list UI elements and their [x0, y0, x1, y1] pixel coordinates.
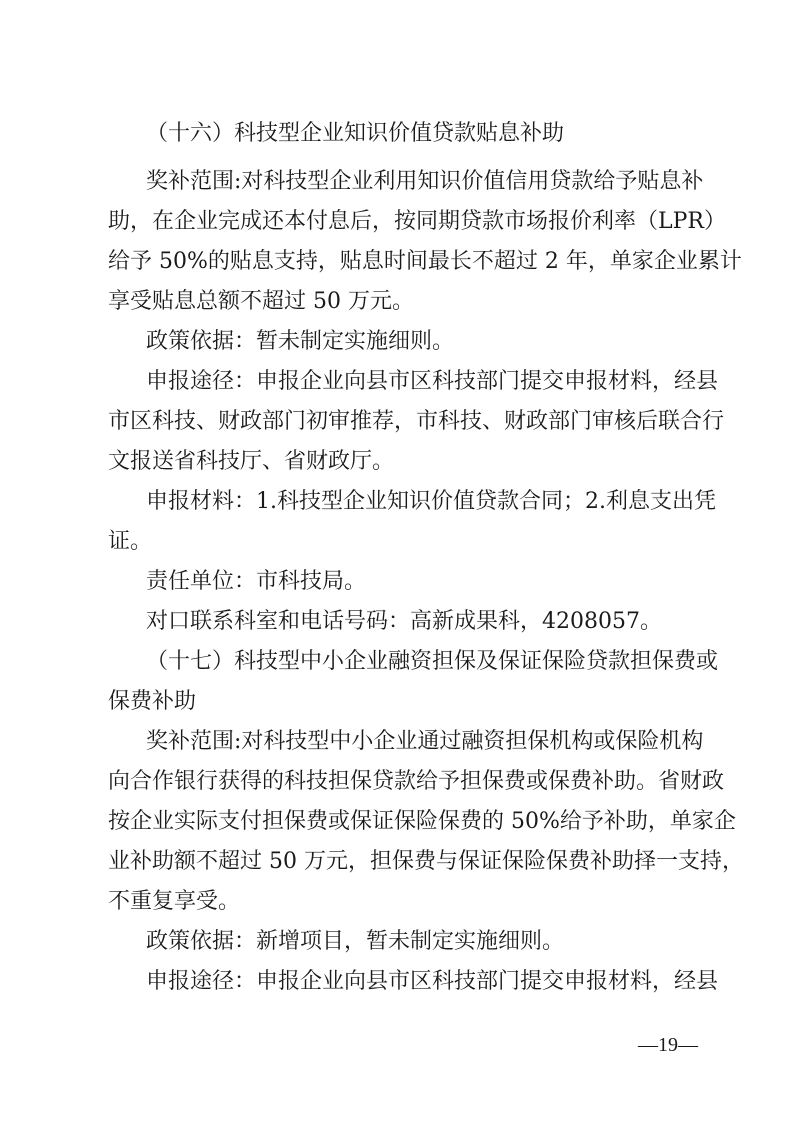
document-body: [108, 114, 744, 1002]
paragraph-line: 奖补范围:对科技型企业利用知识价值信用贷款给予贴息补: [146, 169, 704, 194]
section-17-scope: [108, 722, 744, 922]
paragraph-line: 市区科技、财政部门初审推荐，市科技、财政部门审核后联合行: [108, 409, 725, 434]
paragraph-line: 助，在企业完成还本付息后，按同期贷款市场报价利率（LPR）: [108, 209, 726, 234]
section-17-route: [108, 962, 719, 1002]
section-16-heading: （十六）科技型企业知识价值贷款贴息补助: [146, 121, 565, 146]
section-16-materials: [108, 482, 716, 562]
paragraph-line: 申报途径：申报企业向县市区科技部门提交申报材料，经县: [146, 969, 719, 994]
section-17-basis: 政策依据：新增项目，暂未制定实施细则。: [146, 929, 565, 954]
paragraph-line: 向合作银行获得的科技担保贷款给予担保费或保费补助。省财政: [108, 769, 725, 794]
paragraph-line: 业补助额不超过 50 万元，担保费与保证保险保费补助择一支持，: [108, 849, 744, 874]
section-16-scope: [108, 162, 742, 322]
heading-line: 保费补助: [108, 689, 197, 714]
paragraph-line: 按企业实际支付担保费或保证保险保费的 50%给予补助，单家企: [108, 809, 736, 834]
section-16-contact: 对口联系科室和电话号码：高新成果科，4208057。: [146, 609, 662, 634]
paragraph-line: 文报送省科技厅、省财政厅。: [108, 449, 395, 474]
paragraph-line: 申报材料：1.科技型企业知识价值贷款合同；2.利息支出凭: [146, 489, 716, 514]
paragraph-line: 证。: [108, 529, 153, 554]
paragraph-line: 享受贴息总额不超过 50 万元。: [108, 289, 414, 314]
paragraph-line: 奖补范围:对科技型中小企业通过融资担保机构或保险机构: [146, 729, 704, 754]
paragraph-line: 给予 50%的贴息支持，贴息时间最长不超过 2 年，单家企业累计: [108, 249, 742, 274]
page-number: —19—: [638, 1034, 698, 1056]
section-16-route: [108, 362, 725, 482]
paragraph-line: 申报途径：申报企业向县市区科技部门提交申报材料，经县: [146, 369, 719, 394]
heading-line: （十七）科技型中小企业融资担保及保证保险贷款担保费或: [146, 649, 719, 674]
section-17-heading: [108, 642, 719, 722]
section-16-unit: 责任单位：市科技局。: [146, 569, 367, 594]
paragraph-line: 不重复享受。: [108, 889, 241, 914]
section-16-basis: 政策依据：暂未制定实施细则。: [146, 329, 455, 354]
